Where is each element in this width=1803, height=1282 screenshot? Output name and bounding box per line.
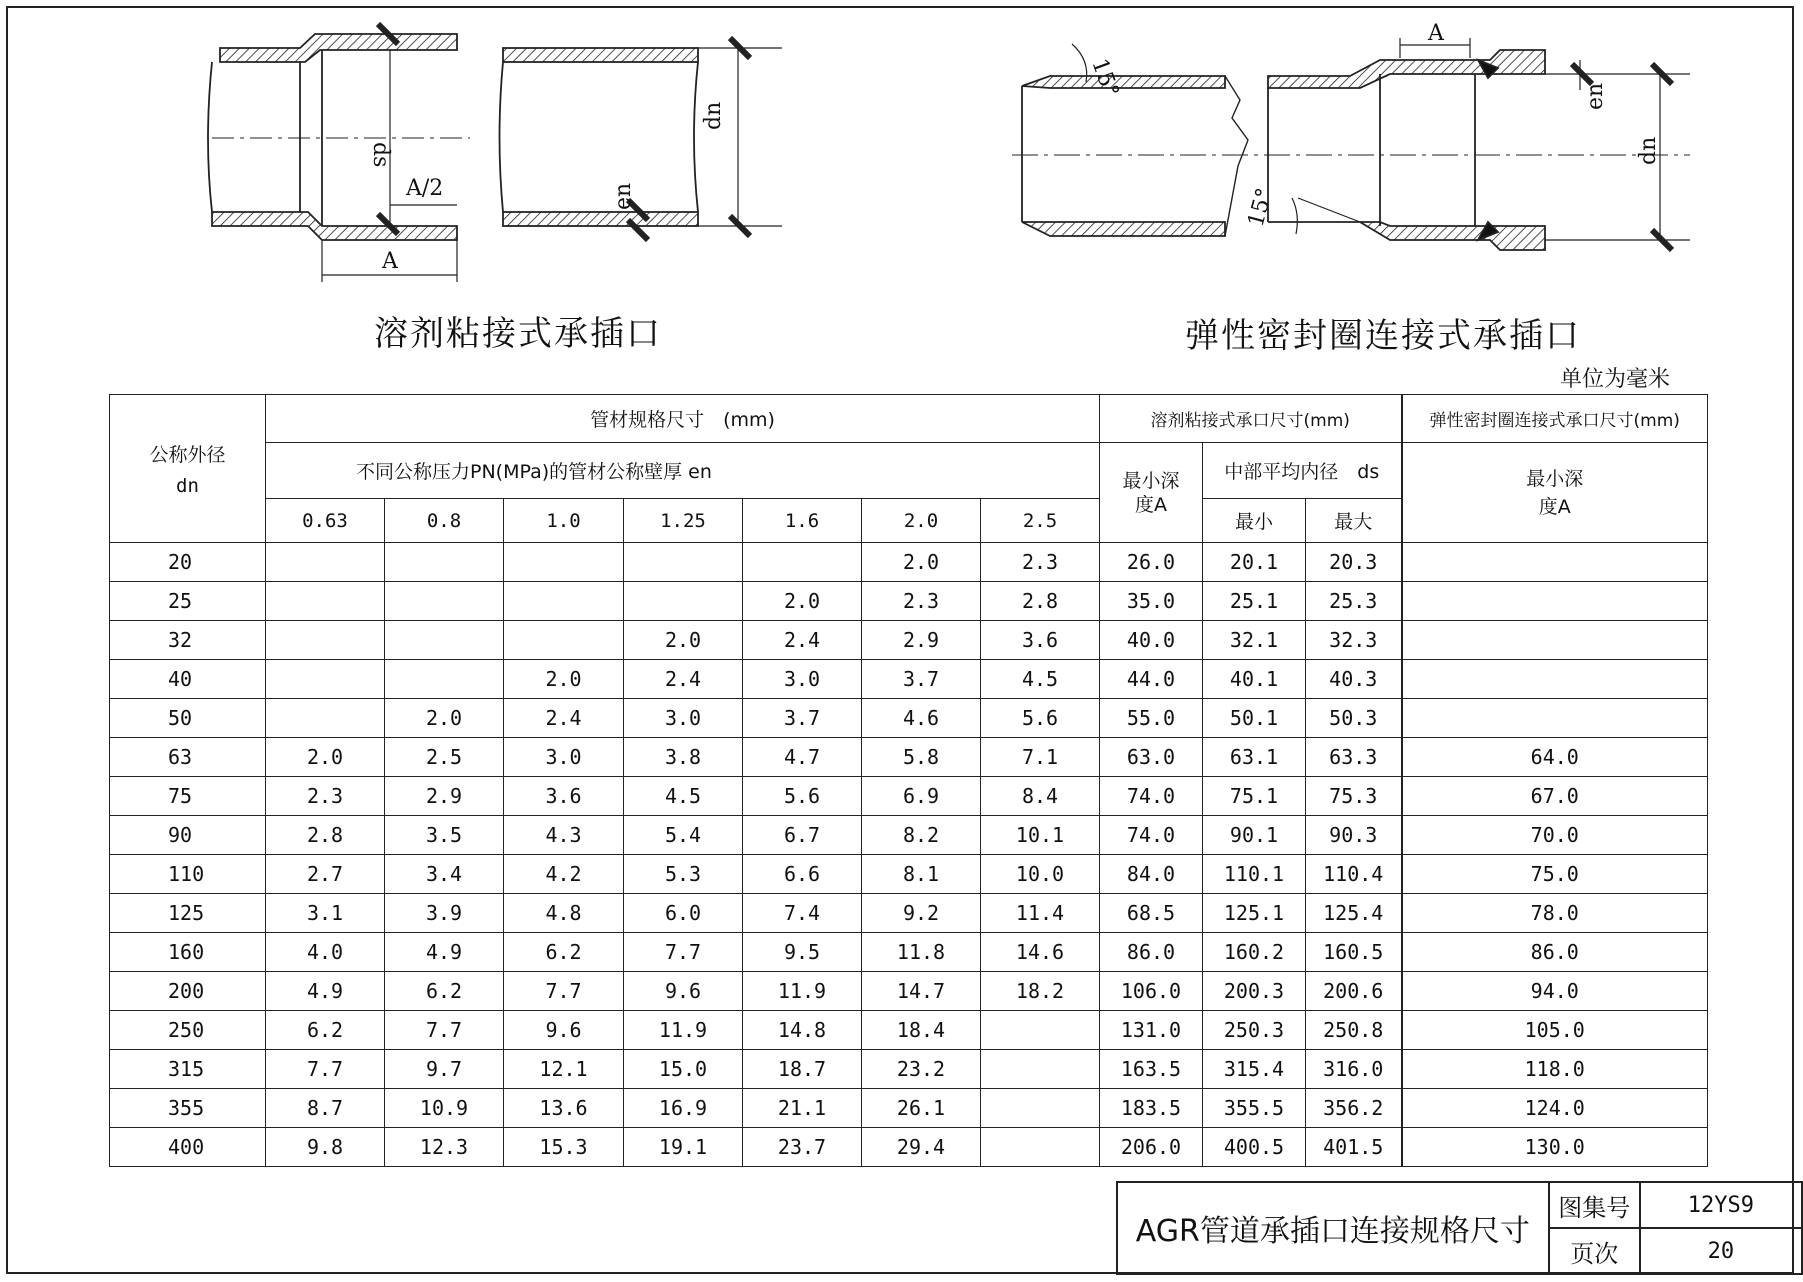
ds-min-cell: 20.1 [1203, 543, 1306, 582]
pressure-1: 0.8 [385, 499, 504, 543]
spec-table-body [110, 543, 1708, 1167]
en-cell: 10.0 [981, 855, 1100, 894]
en-cell: 6.2 [504, 933, 624, 972]
en-cell [624, 582, 743, 621]
elastic-depth-cell: 86.0 [1402, 933, 1708, 972]
en-cell: 3.0 [743, 660, 862, 699]
nominal-od-cell: 50 [110, 699, 266, 738]
en-cell: 2.5 [385, 738, 504, 777]
nominal-od-symbol: dn [176, 475, 199, 497]
en-cell: 8.4 [981, 777, 1100, 816]
en-cell: 12.3 [385, 1128, 504, 1167]
en-cell: 2.8 [266, 816, 385, 855]
en-cell [743, 543, 862, 582]
ds-max-cell: 110.4 [1306, 855, 1402, 894]
en-cell: 21.1 [743, 1089, 862, 1128]
en-cell: 11.4 [981, 894, 1100, 933]
ds-max-cell: 25.3 [1306, 582, 1402, 621]
table-row [110, 1011, 1708, 1050]
en-cell: 11.9 [743, 972, 862, 1011]
elastic-depth-cell: 124.0 [1402, 1089, 1708, 1128]
en-cell [266, 660, 385, 699]
ds-max-header: 最大 [1306, 499, 1402, 543]
en-cell: 2.8 [981, 582, 1100, 621]
socket-depth-cell: 86.0 [1100, 933, 1203, 972]
en-cell: 6.9 [862, 777, 981, 816]
en-cell: 2.4 [743, 621, 862, 660]
elastic-depth-cell: 70.0 [1402, 816, 1708, 855]
en-cell: 5.4 [624, 816, 743, 855]
en-cell: 8.7 [266, 1089, 385, 1128]
unit-note: 单位为毫米 [1560, 367, 1671, 392]
en-cell: 6.2 [385, 972, 504, 1011]
en-cell: 12.1 [504, 1050, 624, 1089]
en-cell: 4.7 [743, 738, 862, 777]
en-cell: 3.9 [385, 894, 504, 933]
en-cell [266, 621, 385, 660]
en-cell: 2.0 [624, 621, 743, 660]
en-cell: 18.2 [981, 972, 1100, 1011]
nominal-od-cell: 40 [110, 660, 266, 699]
table-row [110, 777, 1708, 816]
angle-top-label: 15° [1086, 55, 1124, 101]
elastic-depth-cell [1402, 543, 1708, 582]
a-half-label: A/2 [406, 176, 444, 201]
en-cell [266, 699, 385, 738]
table-row [110, 660, 1708, 699]
en-cell [624, 543, 743, 582]
en-cell: 4.9 [266, 972, 385, 1011]
drawing-title: AGR管道承插口连接规格尺寸 [1117, 1182, 1549, 1274]
elastic-depth-cell: 130.0 [1402, 1128, 1708, 1167]
ds-min-cell: 200.3 [1203, 972, 1306, 1011]
ds-min-cell: 160.2 [1203, 933, 1306, 972]
en-cell: 3.5 [385, 816, 504, 855]
socket-depth-cell: 26.0 [1100, 543, 1203, 582]
en-cell: 23.2 [862, 1050, 981, 1089]
nominal-od-label: 公称外径 [149, 444, 226, 466]
socket-depth-cell: 84.0 [1100, 855, 1203, 894]
nominal-od-cell: 250 [110, 1011, 266, 1050]
elastic-depth-cell: 94.0 [1402, 972, 1708, 1011]
en-cell: 4.3 [504, 816, 624, 855]
nominal-od-cell: 20 [110, 543, 266, 582]
table-row [110, 738, 1708, 777]
table-row [110, 1089, 1708, 1128]
title-block [1116, 1181, 1803, 1275]
ds-max-cell: 63.3 [1306, 738, 1402, 777]
socket-depth-cell: 40.0 [1100, 621, 1203, 660]
elastic-socket-title: 弹性密封圈连接式承插口 [1185, 316, 1581, 356]
nominal-od-cell: 125 [110, 894, 266, 933]
en-cell: 2.0 [862, 543, 981, 582]
ds-min-cell: 315.4 [1203, 1050, 1306, 1089]
en-cell: 7.7 [624, 933, 743, 972]
nominal-od-cell: 400 [110, 1128, 266, 1167]
ds-max-cell: 90.3 [1306, 816, 1402, 855]
en-cell [981, 1128, 1100, 1167]
ds-min-cell: 25.1 [1203, 582, 1306, 621]
en-cell: 9.5 [743, 933, 862, 972]
en-cell: 3.0 [504, 738, 624, 777]
en-cell: 14.8 [743, 1011, 862, 1050]
en-cell: 10.9 [385, 1089, 504, 1128]
dn-label-right: dn [1636, 136, 1661, 165]
ds-max-cell: 316.0 [1306, 1050, 1402, 1089]
en-cell: 6.7 [743, 816, 862, 855]
elastic-depth-cell: 75.0 [1402, 855, 1708, 894]
en-cell: 7.7 [504, 972, 624, 1011]
elastic-min-depth-header: 最小深度A [1402, 443, 1708, 543]
socket-depth-cell: 68.5 [1100, 894, 1203, 933]
solvent-socket-header: 溶剂粘接式承口尺寸(mm) [1100, 395, 1402, 443]
en-cell: 2.0 [504, 660, 624, 699]
en-cell: 26.1 [862, 1089, 981, 1128]
en-label: en [611, 182, 636, 210]
en-cell [981, 1089, 1100, 1128]
nominal-od-cell: 32 [110, 621, 266, 660]
en-cell: 4.0 [266, 933, 385, 972]
elastic-socket-header: 弹性密封圈连接式承口尺寸(mm) [1402, 395, 1708, 443]
socket-depth-cell: 44.0 [1100, 660, 1203, 699]
elastic-depth-cell: 118.0 [1402, 1050, 1708, 1089]
en-cell: 9.8 [266, 1128, 385, 1167]
en-cell: 7.7 [266, 1050, 385, 1089]
en-label-right: en [1583, 82, 1608, 110]
spec-table [109, 394, 1708, 1167]
dn-label: dn [701, 101, 726, 130]
en-cell: 15.0 [624, 1050, 743, 1089]
elastic-depth-cell: 78.0 [1402, 894, 1708, 933]
nominal-od-cell: 63 [110, 738, 266, 777]
min-depth-header [1100, 443, 1203, 543]
en-cell: 11.8 [862, 933, 981, 972]
socket-depth-cell: 206.0 [1100, 1128, 1203, 1167]
en-cell: 7.7 [385, 1011, 504, 1050]
table-row [110, 816, 1708, 855]
ds-max-cell: 356.2 [1306, 1089, 1402, 1128]
socket-depth-cell: 131.0 [1100, 1011, 1203, 1050]
en-cell: 4.8 [504, 894, 624, 933]
table-row [110, 933, 1708, 972]
pressure-5: 2.0 [862, 499, 981, 543]
nominal-od-header [110, 395, 266, 543]
table-row [110, 972, 1708, 1011]
en-cell: 18.7 [743, 1050, 862, 1089]
elastic-depth-cell [1402, 582, 1708, 621]
elastic-depth-cell: 105.0 [1402, 1011, 1708, 1050]
ds-min-header: 最小 [1203, 499, 1306, 543]
en-cell [266, 582, 385, 621]
en-cell: 4.6 [862, 699, 981, 738]
en-cell: 3.7 [862, 660, 981, 699]
table-row [110, 894, 1708, 933]
en-cell: 3.4 [385, 855, 504, 894]
en-cell: 14.6 [981, 933, 1100, 972]
solvent-socket-drawing [208, 24, 782, 282]
en-cell: 3.6 [981, 621, 1100, 660]
pressure-3: 1.25 [624, 499, 743, 543]
en-cell: 14.7 [862, 972, 981, 1011]
ds-max-cell: 40.3 [1306, 660, 1402, 699]
en-cell [385, 543, 504, 582]
ds-min-cell: 400.5 [1203, 1128, 1306, 1167]
en-cell: 9.2 [862, 894, 981, 933]
en-cell: 15.3 [504, 1128, 624, 1167]
elastic-depth-cell [1402, 621, 1708, 660]
en-cell: 2.7 [266, 855, 385, 894]
en-cell: 6.2 [266, 1011, 385, 1050]
elastic-depth-cell [1402, 699, 1708, 738]
pipe-spec-header: 管材规格尺寸 (mm) [266, 395, 1100, 443]
table-row [110, 543, 1708, 582]
en-cell: 3.0 [624, 699, 743, 738]
en-cell: 7.1 [981, 738, 1100, 777]
ds-min-cell: 355.5 [1203, 1089, 1306, 1128]
en-cell: 2.4 [624, 660, 743, 699]
socket-depth-cell: 74.0 [1100, 816, 1203, 855]
table-row [110, 582, 1708, 621]
nominal-od-cell: 25 [110, 582, 266, 621]
ds-max-cell: 20.3 [1306, 543, 1402, 582]
en-cell: 29.4 [862, 1128, 981, 1167]
mid-inner-dia-header: 中部平均内径 ds [1203, 443, 1402, 499]
en-cell [981, 1050, 1100, 1089]
en-cell: 4.2 [504, 855, 624, 894]
en-cell: 8.2 [862, 816, 981, 855]
socket-depth-cell: 35.0 [1100, 582, 1203, 621]
en-cell: 4.9 [385, 933, 504, 972]
socket-depth-cell: 163.5 [1100, 1050, 1203, 1089]
angle-bottom-label: 15° [1243, 185, 1278, 230]
table-row [110, 621, 1708, 660]
min-depth-label: 最小深度A [1122, 469, 1180, 516]
page-label: 页次 [1549, 1228, 1640, 1274]
table-row [110, 1050, 1708, 1089]
en-cell [385, 660, 504, 699]
en-cell: 4.5 [981, 660, 1100, 699]
ds-min-cell: 90.1 [1203, 816, 1306, 855]
solvent-socket-title: 溶剂粘接式承插口 [374, 314, 662, 354]
ds-min-cell: 32.1 [1203, 621, 1306, 660]
ds-min-cell: 63.1 [1203, 738, 1306, 777]
en-cell: 3.8 [624, 738, 743, 777]
ds-max-cell: 32.3 [1306, 621, 1402, 660]
en-cell: 2.9 [385, 777, 504, 816]
en-cell: 16.9 [624, 1089, 743, 1128]
socket-depth-cell: 63.0 [1100, 738, 1203, 777]
en-cell: 2.9 [862, 621, 981, 660]
en-cell: 2.0 [385, 699, 504, 738]
table-row [110, 1128, 1708, 1167]
atlas-number: 12YS9 [1640, 1182, 1802, 1228]
en-cell: 3.1 [266, 894, 385, 933]
en-cell: 3.7 [743, 699, 862, 738]
socket-depth-cell: 55.0 [1100, 699, 1203, 738]
en-cell [504, 621, 624, 660]
en-cell [504, 543, 624, 582]
en-cell [981, 1011, 1100, 1050]
socket-depth-cell: 74.0 [1100, 777, 1203, 816]
en-cell: 2.0 [743, 582, 862, 621]
table-row [110, 699, 1708, 738]
table-row [110, 855, 1708, 894]
en-cell: 6.0 [624, 894, 743, 933]
en-cell: 2.0 [266, 738, 385, 777]
en-cell: 5.3 [624, 855, 743, 894]
pressure-6: 2.5 [981, 499, 1100, 543]
en-cell: 23.7 [743, 1128, 862, 1167]
ds-max-cell: 75.3 [1306, 777, 1402, 816]
en-cell: 2.4 [504, 699, 624, 738]
socket-depth-cell: 183.5 [1100, 1089, 1203, 1128]
dim-a-label: A [1428, 21, 1444, 46]
nominal-od-cell: 200 [110, 972, 266, 1011]
en-cell: 2.3 [981, 543, 1100, 582]
en-cell: 10.1 [981, 816, 1100, 855]
en-cell: 2.3 [862, 582, 981, 621]
pressure-2: 1.0 [504, 499, 624, 543]
elastic-depth-cell [1402, 660, 1708, 699]
en-cell: 11.9 [624, 1011, 743, 1050]
wall-thickness-header: 不同公称压力PN(MPa)的管材公称壁厚 en [266, 443, 1100, 499]
en-cell: 5.8 [862, 738, 981, 777]
elastic-depth-cell: 64.0 [1402, 738, 1708, 777]
en-cell: 5.6 [743, 777, 862, 816]
atlas-label: 图集号 [1549, 1182, 1640, 1228]
en-cell [385, 582, 504, 621]
page-number: 20 [1640, 1228, 1802, 1274]
en-cell: 2.3 [266, 777, 385, 816]
ds-min-cell: 50.1 [1203, 699, 1306, 738]
pressure-0: 0.63 [266, 499, 385, 543]
ds-min-cell: 250.3 [1203, 1011, 1306, 1050]
elastic-depth-cell: 67.0 [1402, 777, 1708, 816]
nominal-od-cell: 75 [110, 777, 266, 816]
ds-min-cell: 110.1 [1203, 855, 1306, 894]
en-cell: 13.6 [504, 1089, 624, 1128]
ds-max-cell: 160.5 [1306, 933, 1402, 972]
en-cell: 9.6 [624, 972, 743, 1011]
ds-min-cell: 125.1 [1203, 894, 1306, 933]
ds-max-cell: 250.8 [1306, 1011, 1402, 1050]
nominal-od-cell: 355 [110, 1089, 266, 1128]
nominal-od-cell: 160 [110, 933, 266, 972]
en-cell: 6.6 [743, 855, 862, 894]
ds-max-cell: 125.4 [1306, 894, 1402, 933]
en-cell [266, 543, 385, 582]
nominal-od-cell: 110 [110, 855, 266, 894]
nominal-od-cell: 315 [110, 1050, 266, 1089]
en-cell [385, 621, 504, 660]
ds-label: ds [368, 142, 393, 168]
ds-min-cell: 40.1 [1203, 660, 1306, 699]
en-cell: 7.4 [743, 894, 862, 933]
en-cell [504, 582, 624, 621]
a-label: A [382, 249, 398, 274]
ds-max-cell: 200.6 [1306, 972, 1402, 1011]
en-cell: 9.7 [385, 1050, 504, 1089]
ds-max-cell: 50.3 [1306, 699, 1402, 738]
nominal-od-cell: 90 [110, 816, 266, 855]
en-cell: 3.6 [504, 777, 624, 816]
socket-depth-cell: 106.0 [1100, 972, 1203, 1011]
pressure-4: 1.6 [743, 499, 862, 543]
ds-min-cell: 75.1 [1203, 777, 1306, 816]
en-cell: 4.5 [624, 777, 743, 816]
en-cell: 8.1 [862, 855, 981, 894]
en-cell: 18.4 [862, 1011, 981, 1050]
en-cell: 19.1 [624, 1128, 743, 1167]
en-cell: 9.6 [504, 1011, 624, 1050]
en-cell: 5.6 [981, 699, 1100, 738]
ds-max-cell: 401.5 [1306, 1128, 1402, 1167]
